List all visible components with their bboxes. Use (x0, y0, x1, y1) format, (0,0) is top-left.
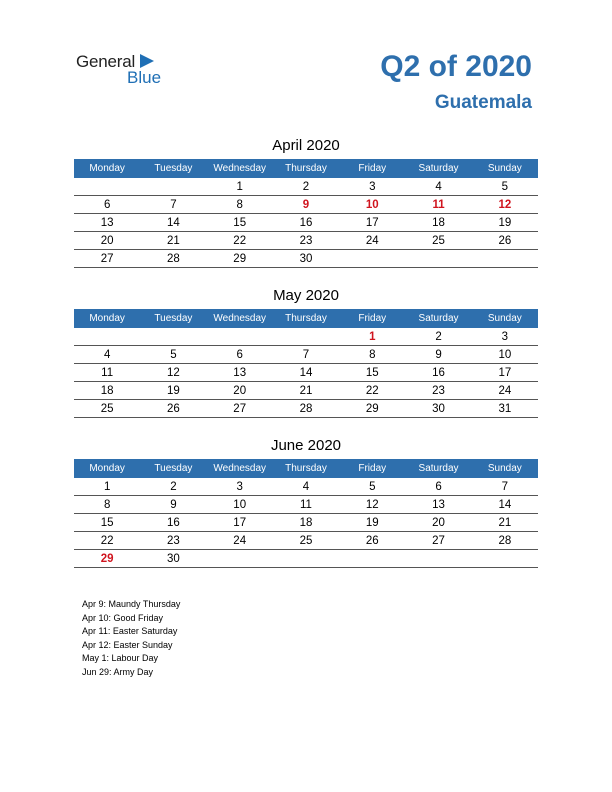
day-cell: 1 (339, 328, 405, 346)
day-cell: 4 (74, 346, 140, 364)
day-cell: 25 (405, 232, 471, 250)
weekday-header: Monday (74, 459, 140, 478)
weekday-header: Saturday (405, 459, 471, 478)
day-cell: 5 (472, 178, 538, 196)
empty-day-cell (405, 550, 471, 568)
weekday-header: Friday (339, 159, 405, 178)
weekday-header: Friday (339, 309, 405, 328)
weekday-header: Thursday (273, 309, 339, 328)
holiday-note: Apr 11: Easter Saturday (82, 626, 178, 637)
weekday-header: Friday (339, 459, 405, 478)
day-cell: 20 (74, 232, 140, 250)
day-cell: 27 (405, 532, 471, 550)
calendar-table (74, 159, 538, 268)
day-cell: 26 (472, 232, 538, 250)
day-cell: 28 (140, 250, 206, 268)
day-cell: 29 (207, 250, 273, 268)
weekday-header: Saturday (405, 159, 471, 178)
weekday-header: Thursday (273, 459, 339, 478)
day-cell: 6 (405, 478, 471, 496)
day-cell: 10 (207, 496, 273, 514)
country-subtitle: Guatemala (434, 92, 532, 113)
week-row (74, 328, 538, 346)
day-cell: 24 (472, 382, 538, 400)
day-cell: 14 (140, 214, 206, 232)
month-title: May 2020 (273, 287, 339, 304)
day-cell: 28 (472, 532, 538, 550)
week-row (74, 478, 538, 496)
empty-day-cell (472, 250, 538, 268)
empty-day-cell (74, 178, 140, 196)
empty-day-cell (207, 328, 273, 346)
holiday-note: May 1: Labour Day (82, 653, 159, 664)
day-cell: 9 (405, 346, 471, 364)
weekday-header: Sunday (472, 459, 538, 478)
day-cell: 2 (140, 478, 206, 496)
day-cell: 10 (339, 196, 405, 214)
day-cell: 27 (207, 400, 273, 418)
day-cell: 28 (273, 400, 339, 418)
day-cell: 14 (273, 364, 339, 382)
weekday-header-row (74, 159, 538, 178)
week-row (74, 514, 538, 532)
weekday-header: Tuesday (140, 309, 206, 328)
calendar-table (74, 459, 538, 568)
weekday-header-row (74, 309, 538, 328)
week-row (74, 178, 538, 196)
day-cell: 14 (472, 496, 538, 514)
day-cell: 11 (405, 196, 471, 214)
weekday-header: Thursday (273, 159, 339, 178)
calendar-table (74, 309, 538, 418)
day-cell: 1 (74, 478, 140, 496)
day-cell: 18 (405, 214, 471, 232)
day-cell: 19 (472, 214, 538, 232)
day-cell: 7 (140, 196, 206, 214)
day-cell: 9 (140, 496, 206, 514)
weekday-header-row (74, 459, 538, 478)
day-cell: 29 (339, 400, 405, 418)
day-cell: 17 (207, 514, 273, 532)
empty-day-cell (273, 328, 339, 346)
day-cell: 30 (273, 250, 339, 268)
logo-flag-icon (139, 54, 155, 68)
week-row (74, 550, 538, 568)
day-cell: 11 (273, 496, 339, 514)
week-row (74, 214, 538, 232)
day-cell: 22 (74, 532, 140, 550)
day-cell: 16 (273, 214, 339, 232)
day-cell: 29 (74, 550, 140, 568)
holiday-note: Apr 12: Easter Sunday (82, 639, 173, 650)
holiday-notes (82, 598, 180, 680)
holiday-note: Jun 29: Army Day (82, 666, 154, 677)
empty-day-cell (339, 550, 405, 568)
week-row (74, 382, 538, 400)
empty-day-cell (74, 328, 140, 346)
day-cell: 4 (405, 178, 471, 196)
day-cell: 18 (74, 382, 140, 400)
weekday-header: Sunday (472, 309, 538, 328)
day-cell: 7 (472, 478, 538, 496)
page-title: Q2 of 2020 (380, 50, 532, 83)
month-title: April 2020 (272, 137, 340, 154)
empty-day-cell (472, 550, 538, 568)
day-cell: 8 (339, 346, 405, 364)
day-cell: 8 (74, 496, 140, 514)
week-row (74, 346, 538, 364)
day-cell: 22 (207, 232, 273, 250)
day-cell: 20 (207, 382, 273, 400)
day-cell: 16 (405, 364, 471, 382)
day-cell: 11 (74, 364, 140, 382)
week-row (74, 250, 538, 268)
weekday-header: Tuesday (140, 159, 206, 178)
holiday-note: Apr 9: Maundy Thursday (82, 599, 181, 609)
day-cell: 24 (207, 532, 273, 550)
day-cell: 9 (273, 196, 339, 214)
day-cell: 1 (207, 178, 273, 196)
empty-day-cell (273, 550, 339, 568)
empty-day-cell (405, 250, 471, 268)
day-cell: 22 (339, 382, 405, 400)
day-cell: 2 (405, 328, 471, 346)
weekday-header: Sunday (472, 159, 538, 178)
day-cell: 20 (405, 514, 471, 532)
day-cell: 3 (339, 178, 405, 196)
empty-day-cell (207, 550, 273, 568)
day-cell: 15 (339, 364, 405, 382)
logo-word-blue: Blue (127, 68, 162, 87)
day-cell: 19 (140, 382, 206, 400)
weekday-header: Wednesday (207, 159, 273, 178)
weekday-header: Wednesday (207, 459, 273, 478)
day-cell: 31 (472, 400, 538, 418)
day-cell: 3 (472, 328, 538, 346)
month-april (74, 136, 538, 268)
week-row (74, 196, 538, 214)
day-cell: 21 (273, 382, 339, 400)
day-cell: 5 (339, 478, 405, 496)
day-cell: 3 (207, 478, 273, 496)
day-cell: 2 (273, 178, 339, 196)
day-cell: 27 (74, 250, 140, 268)
day-cell: 17 (339, 214, 405, 232)
day-cell: 6 (74, 196, 140, 214)
day-cell: 16 (140, 514, 206, 532)
empty-day-cell (339, 250, 405, 268)
day-cell: 13 (74, 214, 140, 232)
day-cell: 24 (339, 232, 405, 250)
month-title: June 2020 (270, 437, 342, 454)
day-cell: 17 (472, 364, 538, 382)
day-cell: 8 (207, 196, 273, 214)
day-cell: 13 (405, 496, 471, 514)
weekday-header: Wednesday (207, 309, 273, 328)
empty-day-cell (140, 178, 206, 196)
day-cell: 18 (273, 514, 339, 532)
month-june (74, 436, 538, 568)
weekday-header: Monday (74, 159, 140, 178)
day-cell: 15 (207, 214, 273, 232)
day-cell: 15 (74, 514, 140, 532)
weekday-header: Saturday (405, 309, 471, 328)
day-cell: 26 (140, 400, 206, 418)
day-cell: 12 (472, 196, 538, 214)
weekday-header: Monday (74, 309, 140, 328)
week-row (74, 232, 538, 250)
week-row (74, 532, 538, 550)
day-cell: 25 (273, 532, 339, 550)
day-cell: 7 (273, 346, 339, 364)
weekday-header: Tuesday (140, 459, 206, 478)
day-cell: 13 (207, 364, 273, 382)
week-row (74, 364, 538, 382)
day-cell: 19 (339, 514, 405, 532)
day-cell: 12 (339, 496, 405, 514)
day-cell: 6 (207, 346, 273, 364)
day-cell: 21 (472, 514, 538, 532)
logo-word-general: General (76, 52, 136, 71)
day-cell: 30 (140, 550, 206, 568)
day-cell: 10 (472, 346, 538, 364)
day-cell: 5 (140, 346, 206, 364)
day-cell: 26 (339, 532, 405, 550)
week-row (74, 496, 538, 514)
day-cell: 23 (273, 232, 339, 250)
week-row (74, 400, 538, 418)
day-cell: 21 (140, 232, 206, 250)
day-cell: 30 (405, 400, 471, 418)
logo (76, 52, 176, 88)
holiday-note: Apr 10: Good Friday (82, 612, 164, 623)
day-cell: 4 (273, 478, 339, 496)
empty-day-cell (140, 328, 206, 346)
day-cell: 23 (405, 382, 471, 400)
day-cell: 12 (140, 364, 206, 382)
day-cell: 25 (74, 400, 140, 418)
month-may (74, 286, 538, 418)
day-cell: 23 (140, 532, 206, 550)
